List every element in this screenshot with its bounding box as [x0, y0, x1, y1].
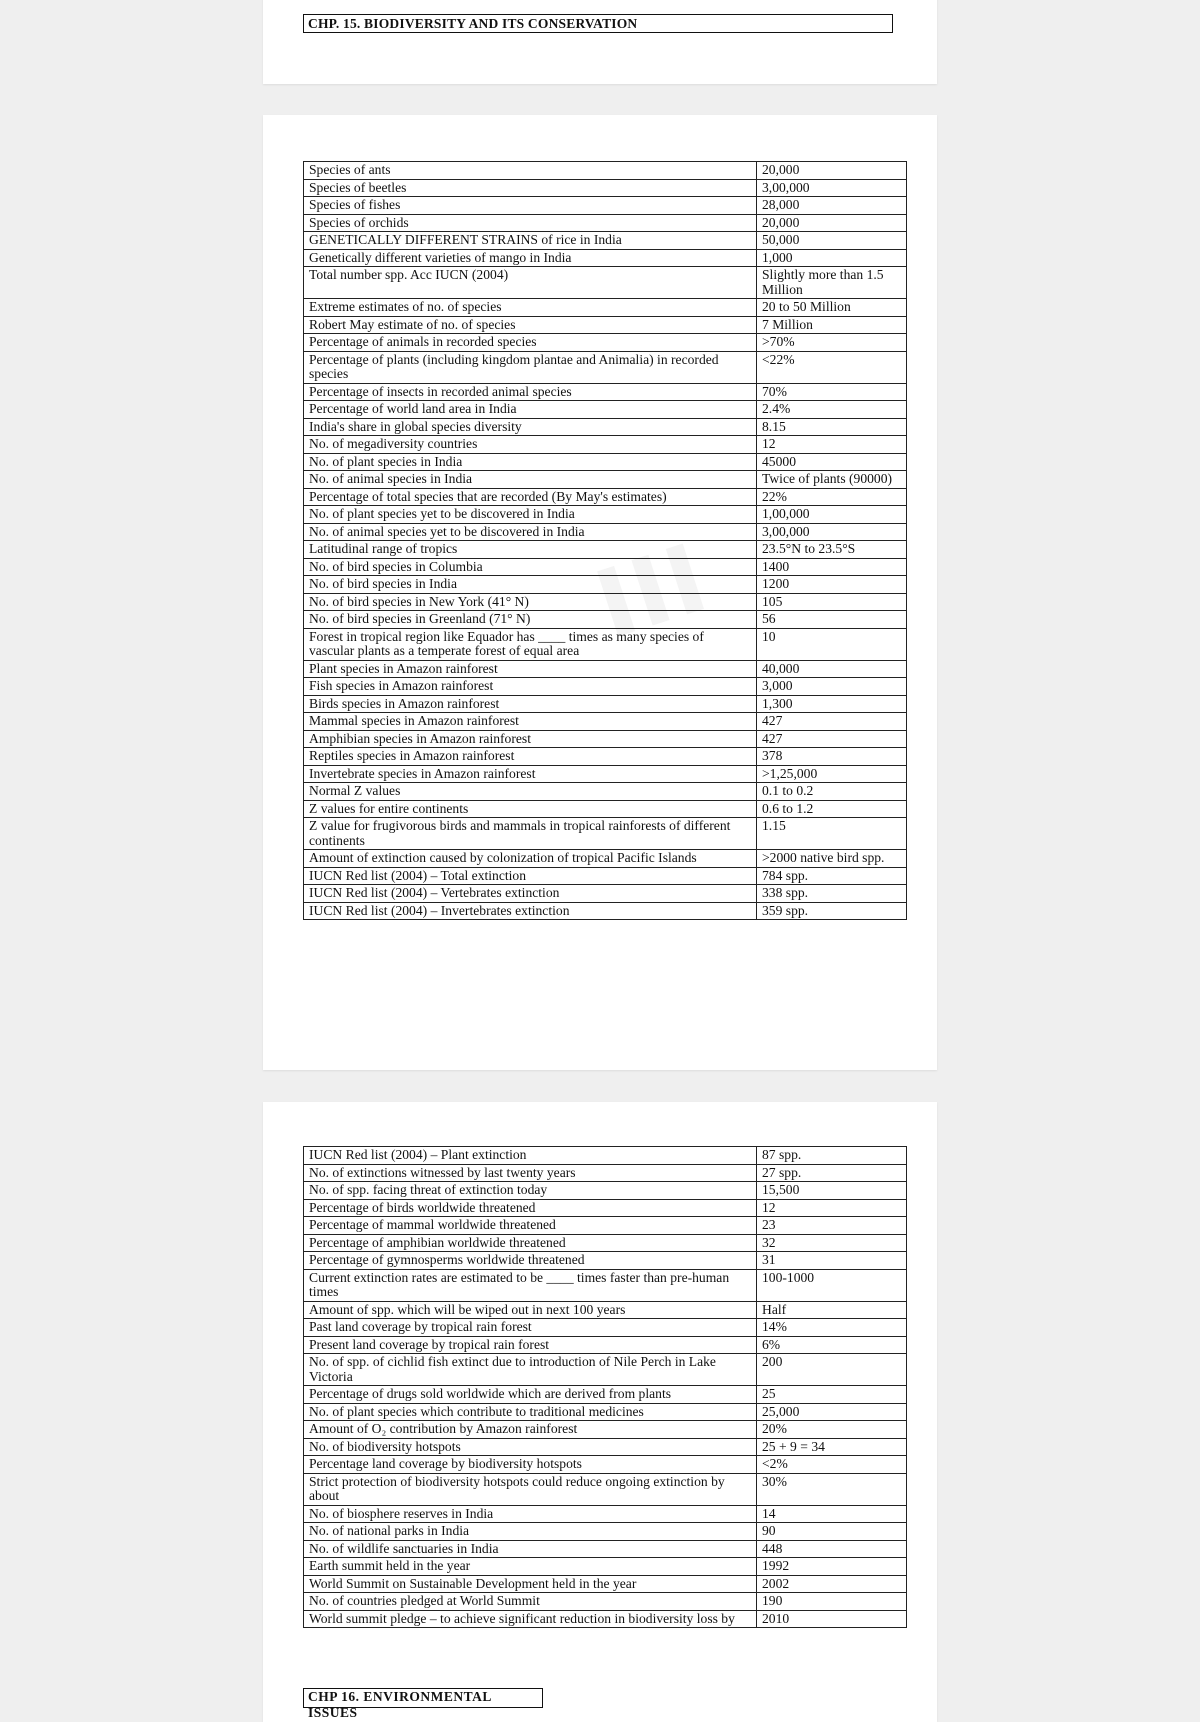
table-row	[304, 593, 907, 611]
fact-value: Half	[757, 1301, 907, 1319]
table-row	[304, 1252, 907, 1270]
fact-question: No. of animal species yet to be discovered in India	[304, 523, 757, 541]
fact-value: 12	[757, 436, 907, 454]
fact-question: Forest in tropical region like Equador has ____ times as many species of vascular plants as a temperate forest of equal area	[304, 628, 757, 660]
table-row	[304, 162, 907, 180]
page-3	[263, 1102, 937, 1722]
fact-value: 0.6 to 1.2	[757, 800, 907, 818]
fact-value: 10	[757, 628, 907, 660]
table-row	[304, 1319, 907, 1337]
table-row	[304, 453, 907, 471]
fact-value: >70%	[757, 334, 907, 352]
table-row	[304, 558, 907, 576]
fact-value: Twice of plants (90000)	[757, 471, 907, 489]
fact-value: 200	[757, 1354, 907, 1386]
fact-value: 190	[757, 1593, 907, 1611]
fact-question: No. of biosphere reserves in India	[304, 1505, 757, 1523]
fact-question: No. of plant species in India	[304, 453, 757, 471]
fact-question: No. of wildlife sanctuaries in India	[304, 1540, 757, 1558]
fact-value: 20 to 50 Million	[757, 299, 907, 317]
fact-question: No. of spp. of cichlid fish extinct due to introduction of Nile Perch in Lake Victoria	[304, 1354, 757, 1386]
fact-question: Percentage of mammal worldwide threatened	[304, 1217, 757, 1235]
fact-value: 3,000	[757, 678, 907, 696]
fact-question: Amount of extinction caused by colonization of tropical Pacific Islands	[304, 850, 757, 868]
table-row	[304, 1523, 907, 1541]
fact-question: Birds species in Amazon rainforest	[304, 695, 757, 713]
fact-question: Amount of O₂ contribution by Amazon rainforest	[304, 1421, 757, 1439]
table-row	[304, 902, 907, 920]
fact-value: 20%	[757, 1421, 907, 1439]
next-chapter-title: CHP 16. ENVIRONMENTAL ISSUES	[303, 1688, 543, 1708]
extinction-facts-table	[303, 1146, 907, 1628]
table-row	[304, 713, 907, 731]
fact-value: 20,000	[757, 214, 907, 232]
fact-value: 1992	[757, 1558, 907, 1576]
fact-value: 56	[757, 611, 907, 629]
table-row	[304, 1558, 907, 1576]
fact-question: Normal Z values	[304, 783, 757, 801]
table-row	[304, 436, 907, 454]
fact-value: 28,000	[757, 197, 907, 215]
fact-value: 1400	[757, 558, 907, 576]
fact-question: World summit pledge – to achieve significant reduction in biodiversity loss by	[304, 1610, 757, 1628]
table-row	[304, 1217, 907, 1235]
table-row	[304, 1199, 907, 1217]
fact-value: 100-1000	[757, 1269, 907, 1301]
fact-question: Present land coverage by tropical rain forest	[304, 1336, 757, 1354]
table-row	[304, 1182, 907, 1200]
fact-question: No. of bird species in New York (41° N)	[304, 593, 757, 611]
table-row	[304, 730, 907, 748]
fact-value: 87 spp.	[757, 1147, 907, 1165]
fact-question: GENETICALLY DIFFERENT STRAINS of rice in India	[304, 232, 757, 250]
fact-value: 784 spp.	[757, 867, 907, 885]
table-row	[304, 1336, 907, 1354]
fact-question: Mammal species in Amazon rainforest	[304, 713, 757, 731]
fact-question: Extreme estimates of no. of species	[304, 299, 757, 317]
fact-question: Percentage of total species that are recorded (By May's estimates)	[304, 488, 757, 506]
fact-value: 45000	[757, 453, 907, 471]
fact-question: Percentage land coverage by biodiversity hotspots	[304, 1456, 757, 1474]
chapter-title: CHP. 15. BIODIVERSITY AND ITS CONSERVATION	[303, 14, 893, 33]
fact-value: 40,000	[757, 660, 907, 678]
table-row	[304, 299, 907, 317]
fact-value: 50,000	[757, 232, 907, 250]
fact-value: 378	[757, 748, 907, 766]
table-row	[304, 316, 907, 334]
fact-value: 20,000	[757, 162, 907, 180]
fact-value: 448	[757, 1540, 907, 1558]
table-row	[304, 783, 907, 801]
fact-question: Z value for frugivorous birds and mammals in tropical rainforests of different continents	[304, 818, 757, 850]
table-row	[304, 488, 907, 506]
fact-question: No. of national parks in India	[304, 1523, 757, 1541]
table-row	[304, 1575, 907, 1593]
fact-question: Z values for entire continents	[304, 800, 757, 818]
fact-value: 14	[757, 1505, 907, 1523]
table-row	[304, 214, 907, 232]
table-row	[304, 383, 907, 401]
fact-value: 23.5°N to 23.5°S	[757, 541, 907, 559]
table-row	[304, 249, 907, 267]
fact-value: 31	[757, 1252, 907, 1270]
table-row	[304, 748, 907, 766]
table-row	[304, 179, 907, 197]
fact-question: No. of plant species which contribute to traditional medicines	[304, 1403, 757, 1421]
fact-question: IUCN Red list (2004) – Vertebrates extinction	[304, 885, 757, 903]
fact-question: Amount of spp. which will be wiped out in next 100 years	[304, 1301, 757, 1319]
table-row	[304, 197, 907, 215]
fact-question: IUCN Red list (2004) – Total extinction	[304, 867, 757, 885]
table-row	[304, 334, 907, 352]
fact-value: 90	[757, 1523, 907, 1541]
table-row	[304, 800, 907, 818]
fact-value: 32	[757, 1234, 907, 1252]
fact-value: 427	[757, 713, 907, 731]
table-row	[304, 885, 907, 903]
table-row	[304, 523, 907, 541]
fact-question: IUCN Red list (2004) – Plant extinction	[304, 1147, 757, 1165]
fact-question: Percentage of world land area in India	[304, 401, 757, 419]
fact-question: Species of ants	[304, 162, 757, 180]
fact-value: 2.4%	[757, 401, 907, 419]
table-row	[304, 1386, 907, 1404]
fact-question: Current extinction rates are estimated to be ____ times faster than pre-human times	[304, 1269, 757, 1301]
fact-question: Robert May estimate of no. of species	[304, 316, 757, 334]
fact-value: 3,00,000	[757, 523, 907, 541]
fact-value: 2010	[757, 1610, 907, 1628]
fact-question: Percentage of insects in recorded animal species	[304, 383, 757, 401]
fact-value: 25	[757, 1386, 907, 1404]
table-row	[304, 1403, 907, 1421]
table-row	[304, 506, 907, 524]
fact-question: India's share in global species diversity	[304, 418, 757, 436]
table-row	[304, 1269, 907, 1301]
table-row	[304, 351, 907, 383]
fact-question: World Summit on Sustainable Development held in the year	[304, 1575, 757, 1593]
fact-value: 1,300	[757, 695, 907, 713]
fact-value: 0.1 to 0.2	[757, 783, 907, 801]
fact-question: Genetically different varieties of mango in India	[304, 249, 757, 267]
fact-value: 7 Million	[757, 316, 907, 334]
fact-question: No. of spp. facing threat of extinction today	[304, 1182, 757, 1200]
table-row	[304, 232, 907, 250]
table-row	[304, 611, 907, 629]
fact-value: 15,500	[757, 1182, 907, 1200]
table-row	[304, 678, 907, 696]
fact-question: No. of extinctions witnessed by last twenty years	[304, 1164, 757, 1182]
fact-question: Strict protection of biodiversity hotspots could reduce ongoing extinction by about	[304, 1473, 757, 1505]
fact-question: Percentage of plants (including kingdom plantae and Animalia) in recorded species	[304, 351, 757, 383]
fact-question: Species of beetles	[304, 179, 757, 197]
fact-value: 1.15	[757, 818, 907, 850]
fact-value: Slightly more than 1.5 Million	[757, 267, 907, 299]
fact-question: IUCN Red list (2004) – Invertebrates extinction	[304, 902, 757, 920]
table-row	[304, 1147, 907, 1165]
fact-question: Percentage of animals in recorded species	[304, 334, 757, 352]
table-row	[304, 1473, 907, 1505]
table-row	[304, 418, 907, 436]
fact-question: No. of plant species yet to be discovered in India	[304, 506, 757, 524]
fact-question: Species of fishes	[304, 197, 757, 215]
table-row	[304, 628, 907, 660]
table-row	[304, 401, 907, 419]
fact-value: <22%	[757, 351, 907, 383]
fact-question: Reptiles species in Amazon rainforest	[304, 748, 757, 766]
fact-value: >2000 native bird spp.	[757, 850, 907, 868]
table-row	[304, 818, 907, 850]
fact-question: No. of bird species in Greenland (71° N)	[304, 611, 757, 629]
fact-value: 6%	[757, 1336, 907, 1354]
fact-value: 30%	[757, 1473, 907, 1505]
fact-value: <2%	[757, 1456, 907, 1474]
table-row	[304, 471, 907, 489]
fact-value: >1,25,000	[757, 765, 907, 783]
fact-value: 8.15	[757, 418, 907, 436]
fact-value: 2002	[757, 1575, 907, 1593]
table-row	[304, 576, 907, 594]
fact-question: Total number spp. Acc IUCN (2004)	[304, 267, 757, 299]
page-2	[263, 115, 937, 1070]
table-row	[304, 1505, 907, 1523]
fact-value: 359 spp.	[757, 902, 907, 920]
fact-value: 23	[757, 1217, 907, 1235]
table-row	[304, 695, 907, 713]
fact-question: Earth summit held in the year	[304, 1558, 757, 1576]
table-row	[304, 1301, 907, 1319]
fact-question: No. of animal species in India	[304, 471, 757, 489]
table-row	[304, 660, 907, 678]
table-row	[304, 267, 907, 299]
fact-value: 427	[757, 730, 907, 748]
fact-value: 1200	[757, 576, 907, 594]
fact-question: No. of countries pledged at World Summit	[304, 1593, 757, 1611]
fact-question: Percentage of drugs sold worldwide which are derived from plants	[304, 1386, 757, 1404]
table-row	[304, 850, 907, 868]
table-row	[304, 1354, 907, 1386]
fact-value: 1,00,000	[757, 506, 907, 524]
table-row	[304, 1438, 907, 1456]
fact-value: 12	[757, 1199, 907, 1217]
table-row	[304, 867, 907, 885]
fact-value: 338 spp.	[757, 885, 907, 903]
table-row	[304, 765, 907, 783]
fact-value: 1,000	[757, 249, 907, 267]
fact-question: Fish species in Amazon rainforest	[304, 678, 757, 696]
table-row	[304, 1456, 907, 1474]
fact-question: No. of bird species in Columbia	[304, 558, 757, 576]
fact-question: No. of biodiversity hotspots	[304, 1438, 757, 1456]
fact-value: 70%	[757, 383, 907, 401]
table-row	[304, 1421, 907, 1439]
fact-question: Percentage of amphibian worldwide threatened	[304, 1234, 757, 1252]
fact-question: No. of bird species in India	[304, 576, 757, 594]
table-row	[304, 1164, 907, 1182]
fact-question: Invertebrate species in Amazon rainforest	[304, 765, 757, 783]
table-row	[304, 541, 907, 559]
fact-value: 3,00,000	[757, 179, 907, 197]
fact-value: 25,000	[757, 1403, 907, 1421]
biodiversity-facts-table	[303, 161, 907, 920]
fact-question: No. of megadiversity countries	[304, 436, 757, 454]
page-1	[263, 0, 937, 84]
fact-question: Percentage of gymnosperms worldwide threatened	[304, 1252, 757, 1270]
fact-value: 22%	[757, 488, 907, 506]
fact-question: Species of orchids	[304, 214, 757, 232]
fact-value: 14%	[757, 1319, 907, 1337]
fact-value: 105	[757, 593, 907, 611]
fact-question: Plant species in Amazon rainforest	[304, 660, 757, 678]
table-row	[304, 1234, 907, 1252]
fact-question: Percentage of birds worldwide threatened	[304, 1199, 757, 1217]
table-row	[304, 1593, 907, 1611]
fact-value: 27 spp.	[757, 1164, 907, 1182]
fact-value: 25 + 9 = 34	[757, 1438, 907, 1456]
table-row	[304, 1610, 907, 1628]
fact-question: Latitudinal range of tropics	[304, 541, 757, 559]
fact-question: Past land coverage by tropical rain forest	[304, 1319, 757, 1337]
fact-question: Amphibian species in Amazon rainforest	[304, 730, 757, 748]
table-row	[304, 1540, 907, 1558]
